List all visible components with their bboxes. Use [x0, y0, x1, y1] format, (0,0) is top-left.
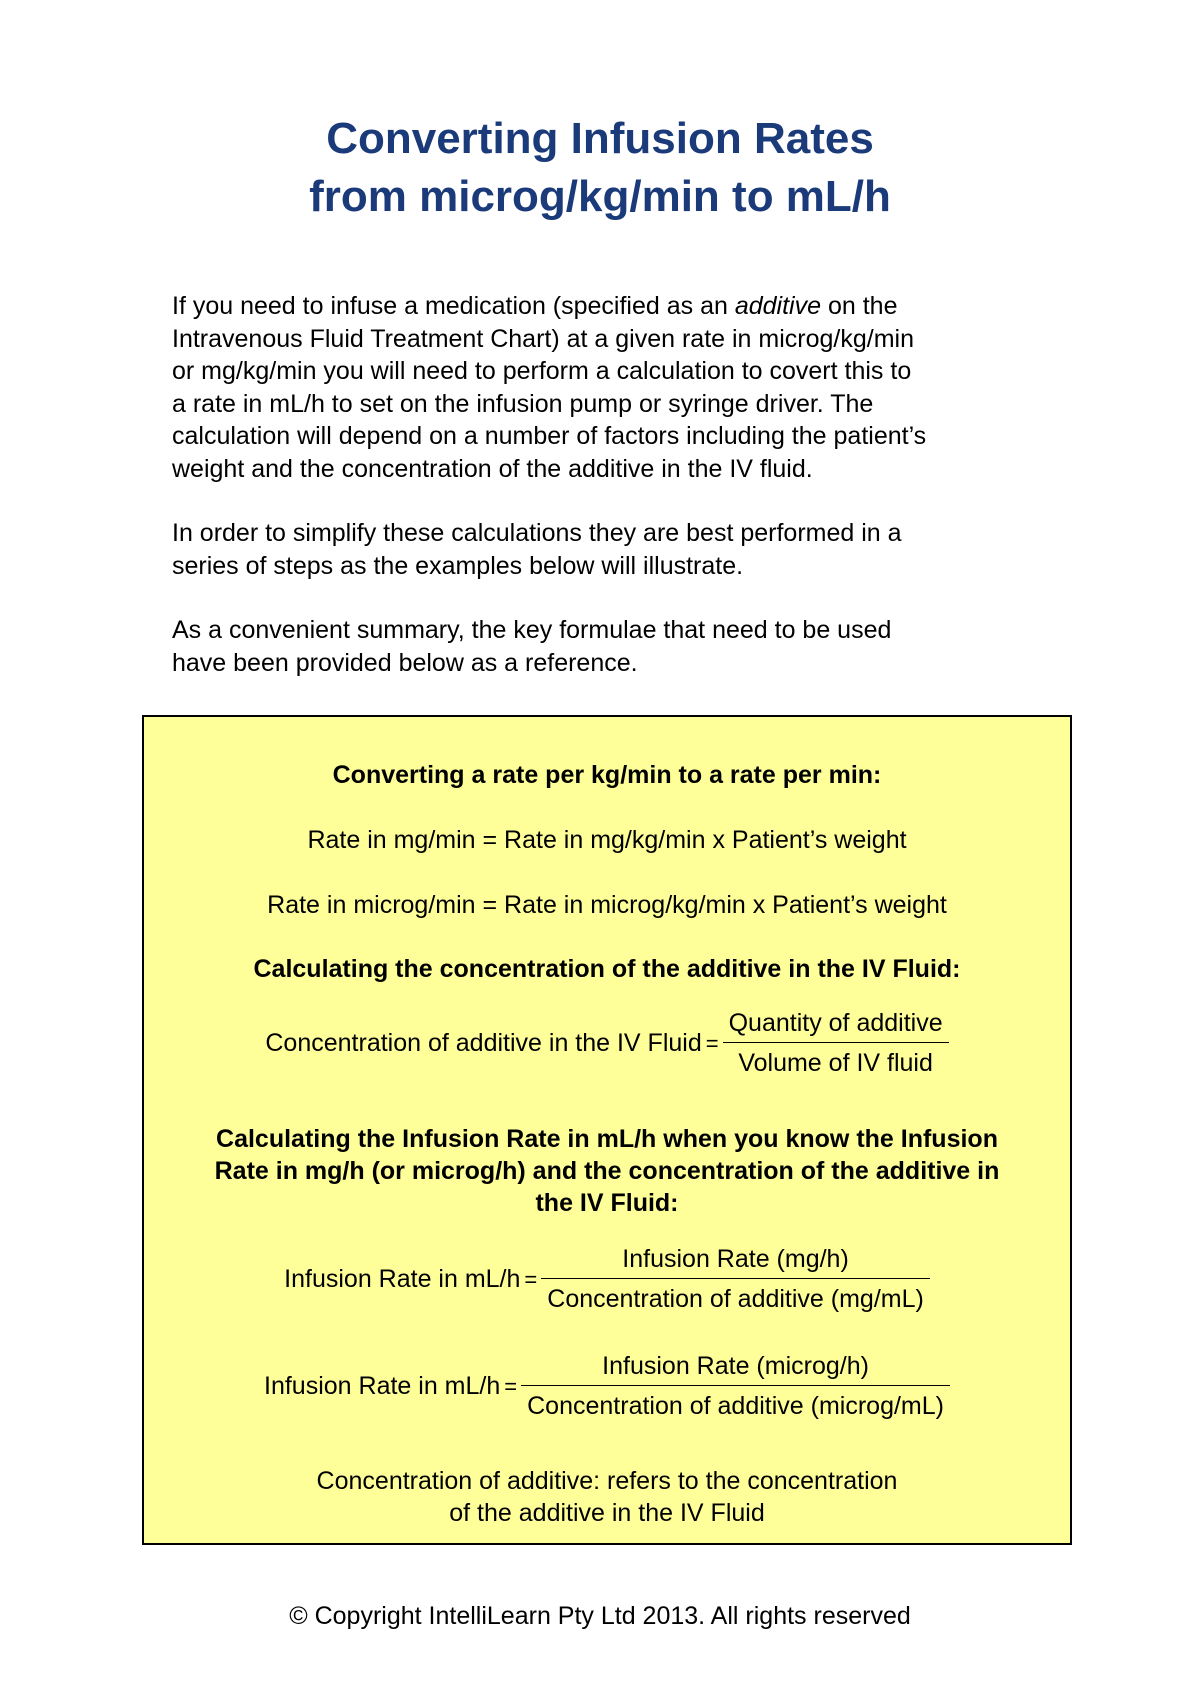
intro-p3-line-1: As a convenient summary, the key formulae that need to be used	[172, 616, 892, 644]
intro-p1-line-4: a rate in mL/h to set on the infusion pump or syringe driver. The	[172, 389, 874, 418]
infusion-rate-mg-equals: =	[524, 1266, 538, 1292]
infusion-rate-microg-lhs: Infusion Rate in mL/h	[264, 1372, 501, 1400]
infusion-rate-mg-lhs: Infusion Rate in mL/h	[284, 1265, 521, 1293]
intro-p1-line-2: Intravenous Fluid Treatment Chart) at a given rate in microg/kg/min	[172, 324, 914, 353]
infusion-rate-mg-numerator: Infusion Rate (mg/h)	[541, 1245, 930, 1279]
infusion-rate-microg-formula	[144, 1352, 1070, 1421]
infusion-rate-microg-fraction	[521, 1352, 950, 1421]
concentration-note-line-2: of the additive in the IV Fluid	[449, 1499, 765, 1527]
formula-microg-per-min: Rate in microg/min = Rate in microg/kg/min x Patient’s weight	[267, 891, 947, 919]
infusion-rate-mg-formula	[144, 1245, 1070, 1314]
page-title	[0, 110, 1200, 226]
title-line-1: Converting Infusion Rates	[326, 114, 874, 163]
heading-infusion-rate-line-3: the IV Fluid:	[535, 1189, 679, 1217]
infusion-rate-mg-fraction	[541, 1245, 930, 1314]
concentration-note-line-1: Concentration of additive: refers to the concentration	[316, 1467, 898, 1495]
infusion-rate-microg-equals: =	[504, 1373, 518, 1399]
intro-p1-line-1	[172, 290, 1052, 323]
concentration-formula-equals: =	[705, 1030, 719, 1056]
title-line-2: from microg/kg/min to mL/h	[309, 172, 891, 221]
concentration-fraction	[723, 1009, 949, 1078]
heading-infusion-rate	[144, 1123, 1070, 1219]
infusion-rate-microg-numerator: Infusion Rate (microg/h)	[521, 1352, 950, 1386]
intro-p3-line-2: have been provided below as a reference.	[172, 648, 638, 677]
concentration-formula-lhs: Concentration of additive in the IV Fluid	[265, 1029, 702, 1057]
concentration-formula	[144, 1009, 1070, 1078]
intro-paragraph-3	[172, 614, 1052, 679]
concentration-note	[144, 1465, 1070, 1529]
infusion-rate-microg-denominator: Concentration of additive (microg/mL)	[527, 1392, 944, 1420]
formula-summary-box	[142, 715, 1072, 1545]
intro-p1-line-3: or mg/kg/min you will need to perform a calculation to covert this to	[172, 357, 912, 385]
formula-mg-per-min: Rate in mg/min = Rate in mg/kg/min x Patient’s weight	[307, 826, 907, 854]
intro-p1-line-1a: If you need to infuse a medication (specified as an	[172, 292, 735, 320]
heading-infusion-rate-line-1: Calculating the Infusion Rate in mL/h when you know the Infusion	[216, 1125, 998, 1153]
intro-p2-line-1: In order to simplify these calculations they are best performed in a	[172, 519, 902, 547]
intro-paragraph-2	[172, 517, 1052, 582]
heading-rate-per-min: Converting a rate per kg/min to a rate per min:	[332, 761, 882, 789]
intro-p1-line-6: weight and the concentration of the additive in the IV fluid.	[172, 454, 813, 483]
intro-p2-line-2: series of steps as the examples below will illustrate.	[172, 551, 744, 580]
concentration-denominator: Volume of IV fluid	[738, 1049, 933, 1077]
intro-p1-line-5: calculation will depend on a number of factors including the patient’s	[172, 422, 927, 450]
heading-concentration: Calculating the concentration of the additive in the IV Fluid:	[253, 955, 961, 983]
copyright-notice: © Copyright IntelliLearn Pty Ltd 2013. All rights reserved	[289, 1602, 911, 1630]
intro-text	[172, 290, 1052, 711]
heading-infusion-rate-line-2: Rate in mg/h (or microg/h) and the concentration of the additive in	[214, 1157, 1000, 1185]
concentration-numerator: Quantity of additive	[723, 1009, 949, 1043]
intro-p1-additive-emphasis: additive	[734, 292, 822, 320]
intro-paragraph-1	[172, 290, 1052, 485]
infusion-rate-mg-denominator: Concentration of additive (mg/mL)	[547, 1285, 924, 1313]
intro-p1-line-1b: on the	[821, 292, 898, 320]
